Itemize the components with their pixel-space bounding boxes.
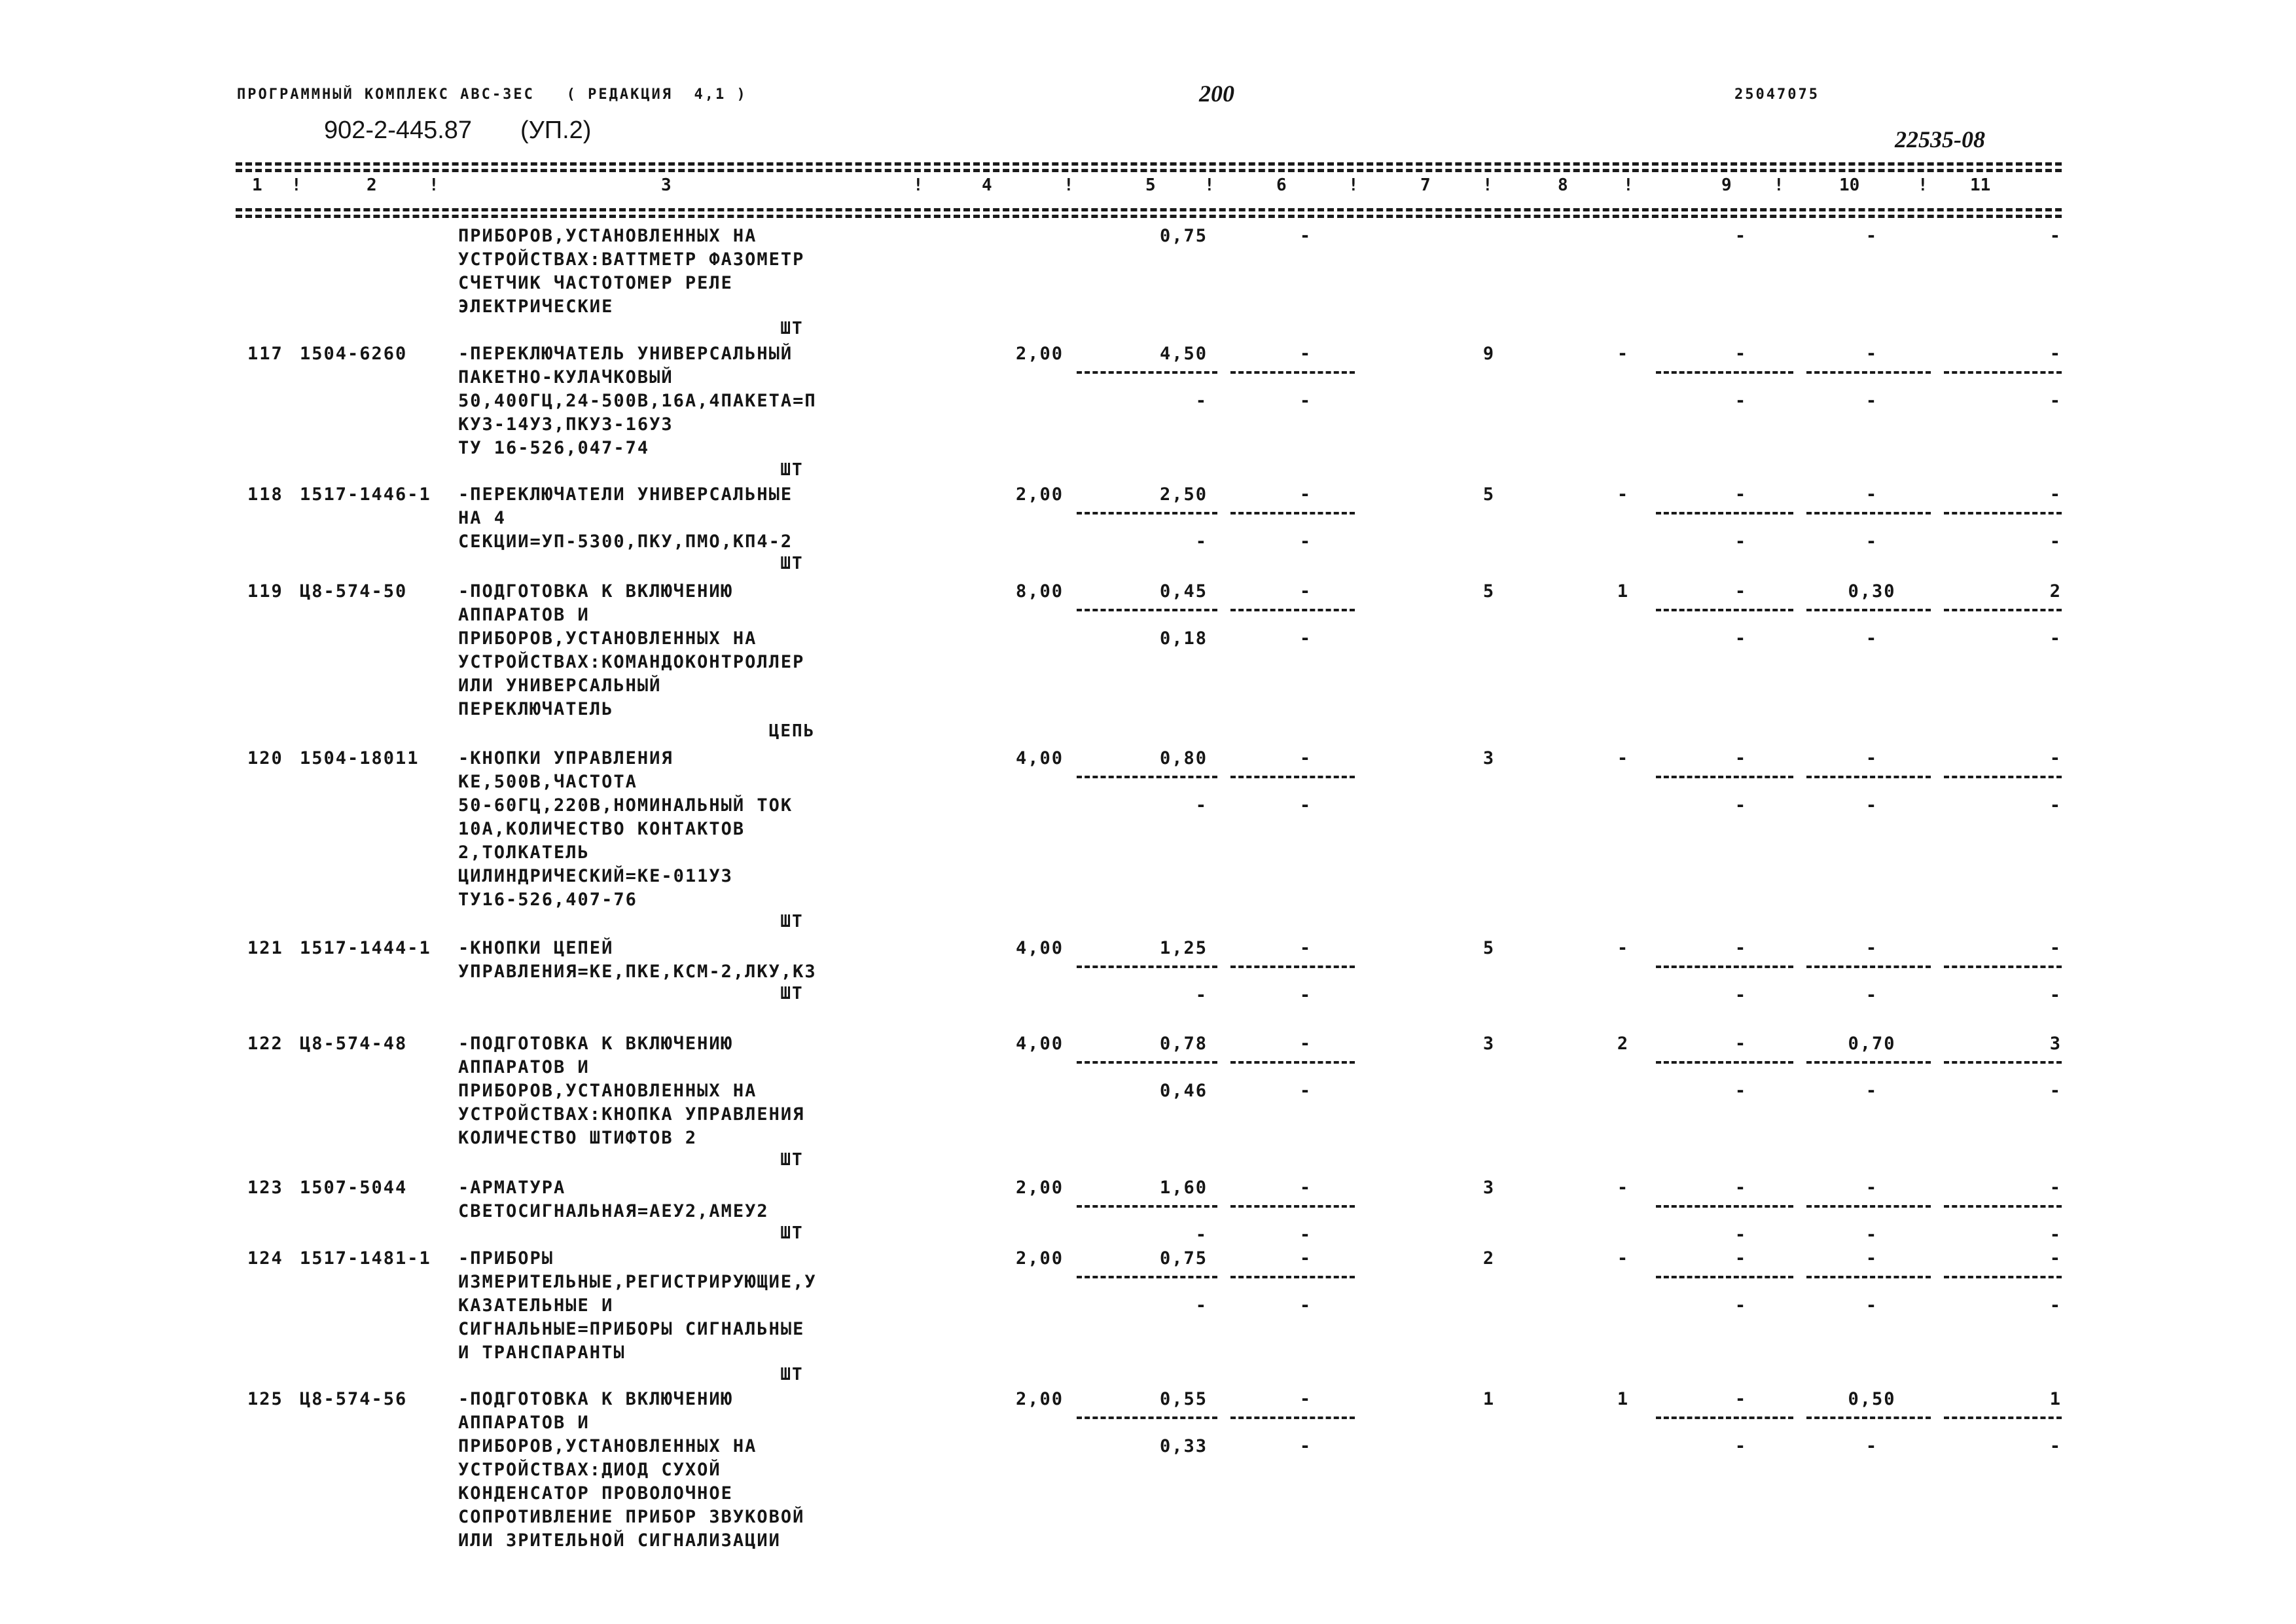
cell-divider [1230,965,1355,968]
column-header-6: 6 [1276,175,1287,195]
row-number: 120 [247,748,283,768]
row-number: 121 [247,938,283,958]
cell-c8: - [1617,484,1630,505]
column-separator: ! [913,175,924,195]
description-line: ТУ 16-526,047-74 [458,438,650,458]
cell-c5b: 0,46 [1159,1081,1208,1101]
description-line: -ПЕРЕКЛЮЧАТЕЛИ УНИВЕРСАЛЬНЫЕ [458,484,793,505]
cell-c11b: - [2049,628,2062,649]
cell-c6: - [1299,1178,1312,1198]
cell-divider [1230,1416,1355,1419]
description-line: ИЛИ УНИВЕРСАЛЬНЫЙ [458,676,662,696]
description-line: СВЕТОСИГНАЛЬНАЯ=АЕУ2,АМЕУ2 [458,1201,769,1221]
cell-c4: 4,00 [1015,938,1064,958]
unit-label: ШТ [780,1150,804,1170]
cell-c5b: - [1195,532,1208,552]
resource-code: 1507-5044 [300,1178,408,1198]
cell-divider [1656,1061,1793,1064]
description-line: -ПЕРЕКЛЮЧАТЕЛЬ УНИВЕРСАЛЬНЫЙ [458,344,793,364]
cell-c10b: - [1865,1081,1878,1101]
header-top-rule-2 [236,169,2062,172]
cell-c5: 2,50 [1159,484,1208,505]
cell-divider [1077,776,1217,778]
cell-divider [1806,965,1931,968]
cell-c5b: - [1195,985,1208,1005]
cell-c10b: - [1865,532,1878,552]
cell-divider [1944,512,2062,514]
cell-c6b: - [1299,985,1312,1005]
cell-c9: - [1734,1248,1748,1269]
cell-c11: - [2049,484,2062,505]
project-number: 902-2-445.87 [324,117,473,144]
description-line: ТУ16-526,407-76 [458,890,637,910]
cell-c11: 2 [2049,581,2062,602]
resource-code: Ц8-574-50 [300,581,408,602]
cell-divider [1806,776,1931,778]
column-separator: ! [1918,175,1928,195]
description-line: -ПОДГОТОВКА К ВКЛЮЧЕНИЮ [458,581,733,602]
column-separator: ! [1204,175,1215,195]
cell-c7: 3 [1482,1178,1496,1198]
description-line: -ПРИБОРЫ [458,1248,554,1269]
cell-c10b: - [1865,1295,1878,1316]
unit-label: ШТ [780,319,804,338]
cell-c6: - [1299,344,1312,364]
cell-c5b: 0,33 [1159,1436,1208,1456]
unit-label: ЦЕПЬ [768,721,816,741]
unit-label: ШТ [780,554,804,573]
cell-c11b: - [2049,1436,2062,1456]
cell-divider [1806,609,1931,611]
cell-c7: 5 [1482,581,1496,602]
resource-code: Ц8-574-48 [300,1034,408,1054]
cell-c6b: - [1299,795,1312,816]
cell-c9b: - [1734,1225,1748,1245]
cell-c7: 9 [1482,344,1496,364]
cell-c9: - [1734,581,1748,602]
cell-c5b: 0,18 [1159,628,1208,649]
cell-divider [1944,609,2062,611]
cell-c4: 2,00 [1015,484,1064,505]
description-line: УПРАВЛЕНИЯ=КЕ,ПКЕ,КСМ-2,ЛКУ,К3 [458,962,817,982]
description-line: ПРИБОРОВ,УСТАНОВЛЕННЫХ НА [458,1081,757,1101]
unit-label: ШТ [780,984,804,1003]
cell-c6: - [1299,226,1312,246]
description-line: УСТРОЙСТВАХ:КНОПКА УПРАВЛЕНИЯ [458,1104,805,1125]
column-header-9: 9 [1721,175,1732,195]
row-number: 119 [247,581,283,602]
unit-label: ШТ [780,1223,804,1243]
cell-c9b: - [1734,628,1748,649]
cell-c11: - [2049,1178,2062,1198]
column-header-7: 7 [1420,175,1431,195]
description-line: ПРИБОРОВ,УСТАНОВЛЕННЫХ НА [458,226,757,246]
cell-c9b: - [1734,391,1748,411]
cell-divider [1656,371,1793,374]
cell-c10: 0,30 [1848,581,1896,602]
cell-c11b: - [2049,985,2062,1005]
cell-c6: - [1299,748,1312,768]
cell-c8: - [1617,1178,1630,1198]
cell-divider [1656,512,1793,514]
cell-c5b: - [1195,1225,1208,1245]
cell-c5: 0,45 [1159,581,1208,602]
description-line: -ПОДГОТОВКА К ВКЛЮЧЕНИЮ [458,1034,733,1054]
description-line: 10А,КОЛИЧЕСТВО КОНТАКТОВ [458,819,745,839]
cell-c5b: - [1195,1295,1208,1316]
cell-c8: 1 [1617,581,1630,602]
description-line: ПАКЕТНО-КУЛАЧКОВЫЙ [458,367,673,388]
cell-divider [1230,512,1355,514]
cell-divider [1230,1061,1355,1064]
cell-divider [1806,1416,1931,1419]
cell-divider [1944,371,2062,374]
cell-c9: - [1734,226,1748,246]
cell-divider [1656,965,1793,968]
column-separator: ! [291,175,302,195]
row-number: 118 [247,484,283,505]
cell-divider [1230,371,1355,374]
description-line: -ПОДГОТОВКА К ВКЛЮЧЕНИЮ [458,1389,733,1409]
cell-divider [1806,371,1931,374]
cell-divider [1656,609,1793,611]
column-separator: ! [1774,175,1784,195]
description-line: ИЗМЕРИТЕЛЬНЫЕ,РЕГИСТРИРУЮЩИЕ,У [458,1272,817,1292]
cell-divider [1656,1205,1793,1208]
album-number: (УП.2) [520,117,592,144]
cell-c5b: - [1195,795,1208,816]
column-header-2: 2 [367,175,377,195]
resource-code: 1517-1481-1 [300,1248,431,1269]
cell-c7: 2 [1482,1248,1496,1269]
cell-c4: 4,00 [1015,748,1064,768]
cell-divider [1944,1205,2062,1208]
cell-c10: - [1865,344,1878,364]
column-header-4: 4 [982,175,992,195]
column-header-5: 5 [1145,175,1156,195]
cell-c9: - [1734,344,1748,364]
cell-divider [1077,1416,1217,1419]
cell-c5b: - [1195,391,1208,411]
column-separator: ! [1482,175,1493,195]
cell-c4: 2,00 [1015,1389,1064,1409]
cell-c11: 3 [2049,1034,2062,1054]
cell-c9b: - [1734,1295,1748,1316]
cell-c9: - [1734,1389,1748,1409]
description-line: -КНОПКИ ЦЕПЕЙ [458,938,614,958]
cell-c5: 0,75 [1159,1248,1208,1269]
header-bottom-rule-2 [236,215,2062,218]
cell-c5: 1,25 [1159,938,1208,958]
description-line: КОНДЕНСАТОР ПРОВОЛОЧНОЕ [458,1483,733,1504]
row-number: 117 [247,344,283,364]
description-line: ЭЛЕКТРИЧЕСКИЕ [458,297,614,317]
column-header-3: 3 [661,175,672,195]
cell-c9: - [1734,1034,1748,1054]
header-bottom-rule [236,208,2062,211]
cell-c11b: - [2049,391,2062,411]
cell-c9b: - [1734,795,1748,816]
cell-c9b: - [1734,532,1748,552]
cell-c11b: - [2049,1081,2062,1101]
cell-divider [1944,1416,2062,1419]
cell-c10b: - [1865,1225,1878,1245]
program-title: ПРОГРАММНЫЙ КОМПЛЕКС АВС-3ЕС ( РЕДАКЦИЯ 4,1 ) [237,86,747,103]
cell-c6b: - [1299,391,1312,411]
cell-divider [1656,1416,1793,1419]
resource-code: 1504-6260 [300,344,408,364]
cell-c5: 0,78 [1159,1034,1208,1054]
description-line: УСТРОЙСТВАХ:КОМАНДОКОНТРОЛЛЕР [458,652,805,672]
cell-divider [1230,609,1355,611]
cell-c10b: - [1865,1436,1878,1456]
cell-c9b: - [1734,985,1748,1005]
description-line: 50,400ГЦ,24-500В,16А,4ПАКЕТА=П [458,391,817,411]
cell-c10: 0,70 [1848,1034,1896,1054]
resource-code: 1504-18011 [300,748,420,768]
cell-c9: - [1734,748,1748,768]
cell-c6b: - [1299,1436,1312,1456]
column-header-8: 8 [1558,175,1568,195]
cell-c6b: - [1299,628,1312,649]
description-line: ПРИБОРОВ,УСТАНОВЛЕННЫХ НА [458,1436,757,1456]
cell-divider [1656,1276,1793,1278]
cell-c6b: - [1299,532,1312,552]
page-number: 200 [1199,81,1234,107]
column-separator: ! [1064,175,1074,195]
description-line: СОПРОТИВЛЕНИЕ ПРИБОР ЗВУКОВОЙ [458,1507,805,1527]
cell-c7: 3 [1482,748,1496,768]
cell-divider [1077,1276,1217,1278]
cell-c5: 0,75 [1159,226,1208,246]
description-line: КОЛИЧЕСТВО ШТИФТОВ 2 [458,1128,698,1148]
document-code: 25047075 [1734,86,1820,103]
cell-c11b: - [2049,1295,2062,1316]
description-line: НА 4 [458,508,507,528]
cell-c6: - [1299,938,1312,958]
description-line: ПРИБОРОВ,УСТАНОВЛЕННЫХ НА [458,628,757,649]
cell-c8: - [1617,748,1630,768]
cell-divider [1944,965,2062,968]
column-header-10: 10 [1839,175,1860,195]
cell-c6: - [1299,1389,1312,1409]
description-line: УСТРОЙСТВАХ:ВАТТМЕТР ФАЗОМЕТР [458,249,805,270]
description-line: СЧЕТЧИК ЧАСТОТОМЕР РЕЛЕ [458,273,733,293]
unit-label: ШТ [780,460,804,480]
unit-label: ШТ [780,912,804,931]
resource-code: Ц8-574-56 [300,1389,408,1409]
cell-divider [1230,1276,1355,1278]
header-top-rule [236,162,2062,166]
cell-c10b: - [1865,391,1878,411]
cell-c6: - [1299,1034,1312,1054]
cell-c10: - [1865,938,1878,958]
column-header-11: 11 [1970,175,1991,195]
cell-c9: - [1734,1178,1748,1198]
cell-c8: - [1617,344,1630,364]
cell-c11: - [2049,938,2062,958]
cell-divider [1806,512,1931,514]
cell-c6: - [1299,484,1312,505]
cell-c10: - [1865,1178,1878,1198]
description-line: ЦИЛИНДРИЧЕСКИЙ=КЕ-011У3 [458,866,733,886]
description-line: АППАРАТОВ И [458,1413,590,1433]
cell-divider [1077,1061,1217,1064]
sheet-number: 22535-08 [1895,126,1985,153]
cell-c5: 1,60 [1159,1178,1208,1198]
cell-c11b: - [2049,532,2062,552]
cell-divider [1077,371,1217,374]
cell-c6b: - [1299,1295,1312,1316]
description-line: -КНОПКИ УПРАВЛЕНИЯ [458,748,673,768]
cell-c10: - [1865,748,1878,768]
cell-divider [1230,1205,1355,1208]
cell-divider [1077,1205,1217,1208]
cell-c4: 2,00 [1015,344,1064,364]
cell-c6: - [1299,1248,1312,1269]
cell-divider [1077,512,1217,514]
cell-divider [1077,965,1217,968]
cell-c9b: - [1734,1081,1748,1101]
description-line: СИГНАЛЬНЫЕ=ПРИБОРЫ СИГНАЛЬНЫЕ [458,1319,805,1339]
row-number: 125 [247,1389,283,1409]
column-separator: ! [1623,175,1634,195]
cell-divider [1806,1205,1931,1208]
cell-c5: 0,55 [1159,1389,1208,1409]
cell-divider [1944,1276,2062,1278]
description-line: И ТРАНСПАРАНТЫ [458,1343,626,1363]
cell-c10: - [1865,484,1878,505]
description-line: 50-60ГЦ,220В,НОМИНАЛЬНЫЙ ТОК [458,795,793,816]
cell-divider [1944,1061,2062,1064]
cell-c8: 2 [1617,1034,1630,1054]
cell-c7: 5 [1482,938,1496,958]
row-number: 123 [247,1178,283,1198]
cell-c11: - [2049,226,2062,246]
cell-c11b: - [2049,1225,2062,1245]
cell-c11b: - [2049,795,2062,816]
cell-divider [1230,776,1355,778]
column-header-1: 1 [252,175,262,195]
description-line: АППАРАТОВ И [458,605,590,625]
cell-c8: - [1617,938,1630,958]
cell-c11: 1 [2049,1389,2062,1409]
cell-c8: - [1617,1248,1630,1269]
cell-c7: 1 [1482,1389,1496,1409]
description-line: ПЕРЕКЛЮЧАТЕЛЬ [458,699,614,719]
cell-c4: 8,00 [1015,581,1064,602]
column-separator: ! [1348,175,1359,195]
cell-c10: 0,50 [1848,1389,1896,1409]
description-line: КУ3-14У3,ПКУ3-16У3 [458,414,673,435]
cell-divider [1077,609,1217,611]
cell-c9: - [1734,484,1748,505]
unit-label: ШТ [780,1365,804,1384]
description-line: КАЗАТЕЛЬНЫЕ И [458,1295,614,1316]
description-line: КЕ,500В,ЧАСТОТА [458,772,637,792]
description-line: -АРМАТУРА [458,1178,566,1198]
column-separator: ! [429,175,439,195]
cell-c4: 2,00 [1015,1248,1064,1269]
cell-divider [1944,776,2062,778]
row-number: 124 [247,1248,283,1269]
cell-c10b: - [1865,795,1878,816]
cell-c4: 2,00 [1015,1178,1064,1198]
description-line: 2,ТОЛКАТЕЛЬ [458,842,590,863]
cell-c11: - [2049,748,2062,768]
cell-c6b: - [1299,1081,1312,1101]
cell-c9: - [1734,938,1748,958]
cell-c6: - [1299,581,1312,602]
cell-c9b: - [1734,1436,1748,1456]
description-line: ИЛИ ЗРИТЕЛЬНОЙ СИГНАЛИЗАЦИИ [458,1530,781,1551]
cell-c7: 3 [1482,1034,1496,1054]
cell-c4: 4,00 [1015,1034,1064,1054]
cell-divider [1656,776,1793,778]
cell-c10: - [1865,1248,1878,1269]
cell-c11: - [2049,1248,2062,1269]
resource-code: 1517-1446-1 [300,484,431,505]
cell-c8: 1 [1617,1389,1630,1409]
cell-divider [1806,1061,1931,1064]
cell-c7: 5 [1482,484,1496,505]
cell-divider [1806,1276,1931,1278]
cell-c5: 0,80 [1159,748,1208,768]
cell-c10b: - [1865,628,1878,649]
resource-code: 1517-1444-1 [300,938,431,958]
cell-c10: - [1865,226,1878,246]
description-line: УСТРОЙСТВАХ:ДИОД СУХОЙ [458,1460,721,1480]
cell-c10b: - [1865,985,1878,1005]
description-line: АППАРАТОВ И [458,1057,590,1077]
cell-c11: - [2049,344,2062,364]
row-number: 122 [247,1034,283,1054]
description-line: СЕКЦИИ=УП-5300,ПКУ,ПМО,КП4-2 [458,532,793,552]
cell-c5: 4,50 [1159,344,1208,364]
cell-c6b: - [1299,1225,1312,1245]
